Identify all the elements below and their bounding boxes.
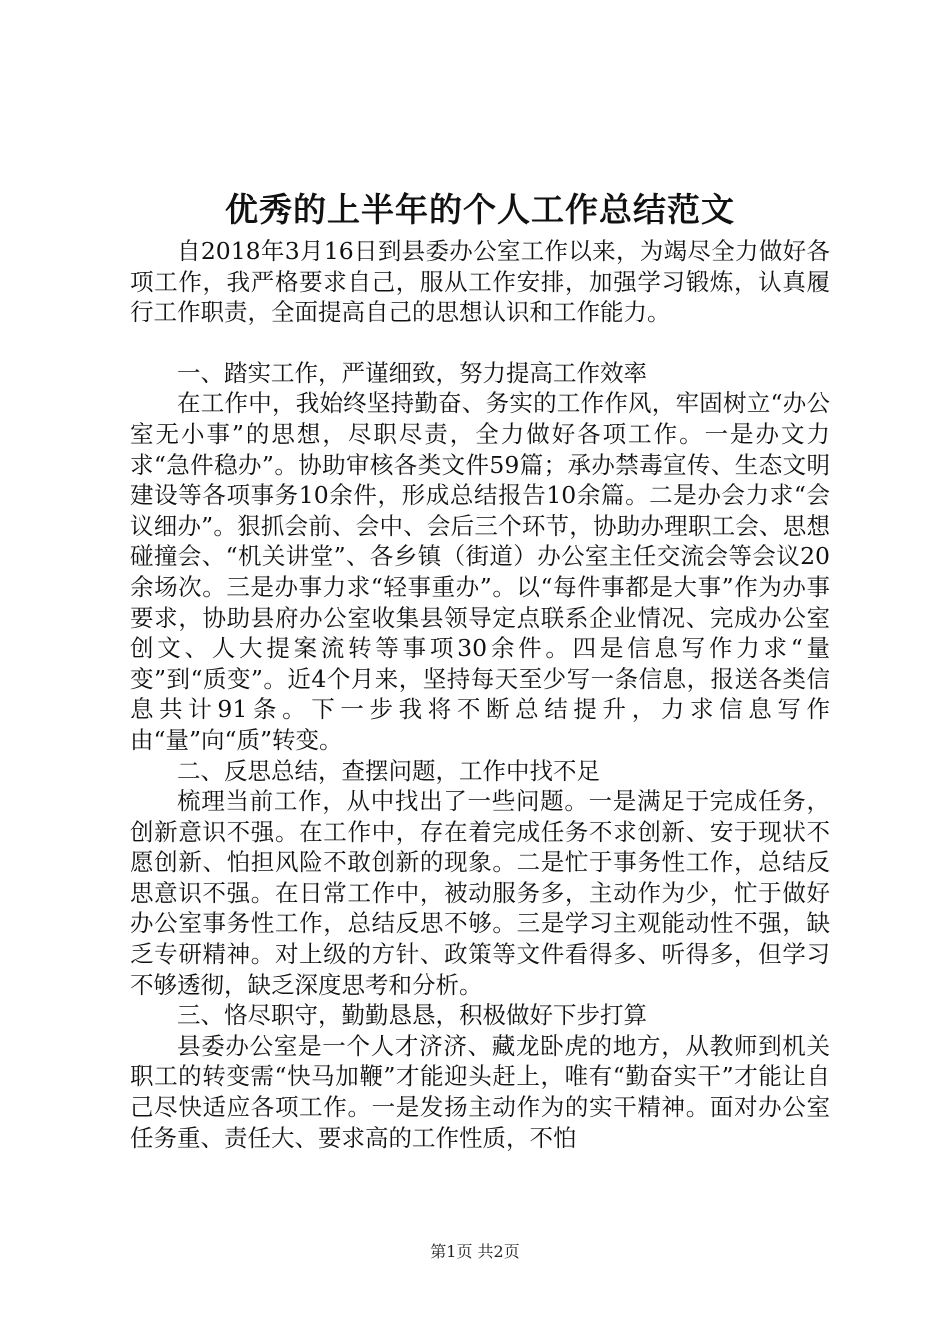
section-2-heading: 二、反思总结，查摆问题，工作中找不足	[177, 756, 600, 785]
section-1-body: 在工作中，我始终坚持勤奋、务实的工作作风，牢固树立“办公室无小事”的思想，尽职尽责，全力做好各项工作。一是办文力求“急件稳办”。协助审核各类文件59篇；承办禁毒宣传、生态文明建设等各项事务10余件，形成总结报告10余篇。二是办会力求“会议细办”。狠抓会前、会中、会后三个环节，协助办理职工会、思想碰撞会、“机关讲堂”、各乡镇（街道）办公室主任交流会等会议20余场次。三是办事力求“轻事重办”。以“每件事都是大事”作为办事要求，协助县府办公室收集县领导定点联系企业情况、完成办公室创文、人大提案流转等事项30余件。四是信息写作力求“量变”到“质变”。近4个月来，坚持每天至少写一条信息，报送各类信息共计91条。下一步我将不断总结提升，力求信息写作由“量”向“质”转变。	[130, 389, 830, 754]
section-3-body: 县委办公室是一个人才济济、藏龙卧虎的地方，从教师到机关职工的转变需“快马加鞭”才能迎头赶上，唯有“勤奋实干”才能让自己尽快适应各项工作。一是发扬主动作为的实干精神。面对办公室任务重、责任大、要求高的工作性质，不怕	[130, 1031, 830, 1152]
document-title: 优秀的上半年的个人工作总结范文	[225, 190, 735, 229]
section-1-heading: 一、踏实工作，严谨细致，努力提高工作效率	[177, 358, 647, 387]
paragraph-gap	[130, 328, 830, 358]
section-2-body: 梳理当前工作，从中找出了一些问题。一是满足于完成任务，创新意识不强。在工作中，存在着完成任务不求创新、安于现状不愿创新、怕担风险不敢创新的现象。二是忙于事务性工作，总结反思意识不强。在日常工作中，被动服务多，主动作为少，忙于做好办公室事务性工作，总结反思不够。三是学习主观能动性不强，缺乏专研精神。对上级的方针、政策等文件看得多、听得多，但学习不够透彻，缺乏深度思考和分析。	[130, 787, 830, 999]
page-number-footer: 第1页 共2页	[430, 1242, 520, 1261]
document-page	[130, 186, 830, 1153]
intro-paragraph: 自2018年3月16日到县委办公室工作以来，为竭尽全力做好各项工作，我严格要求自己，服从工作安排，加强学习锻炼，认真履行工作职责，全面提高自己的思想认识和工作能力。	[130, 237, 830, 327]
section-3-heading: 三、恪尽职守，勤勤恳恳，积极做好下步打算	[177, 1001, 647, 1030]
